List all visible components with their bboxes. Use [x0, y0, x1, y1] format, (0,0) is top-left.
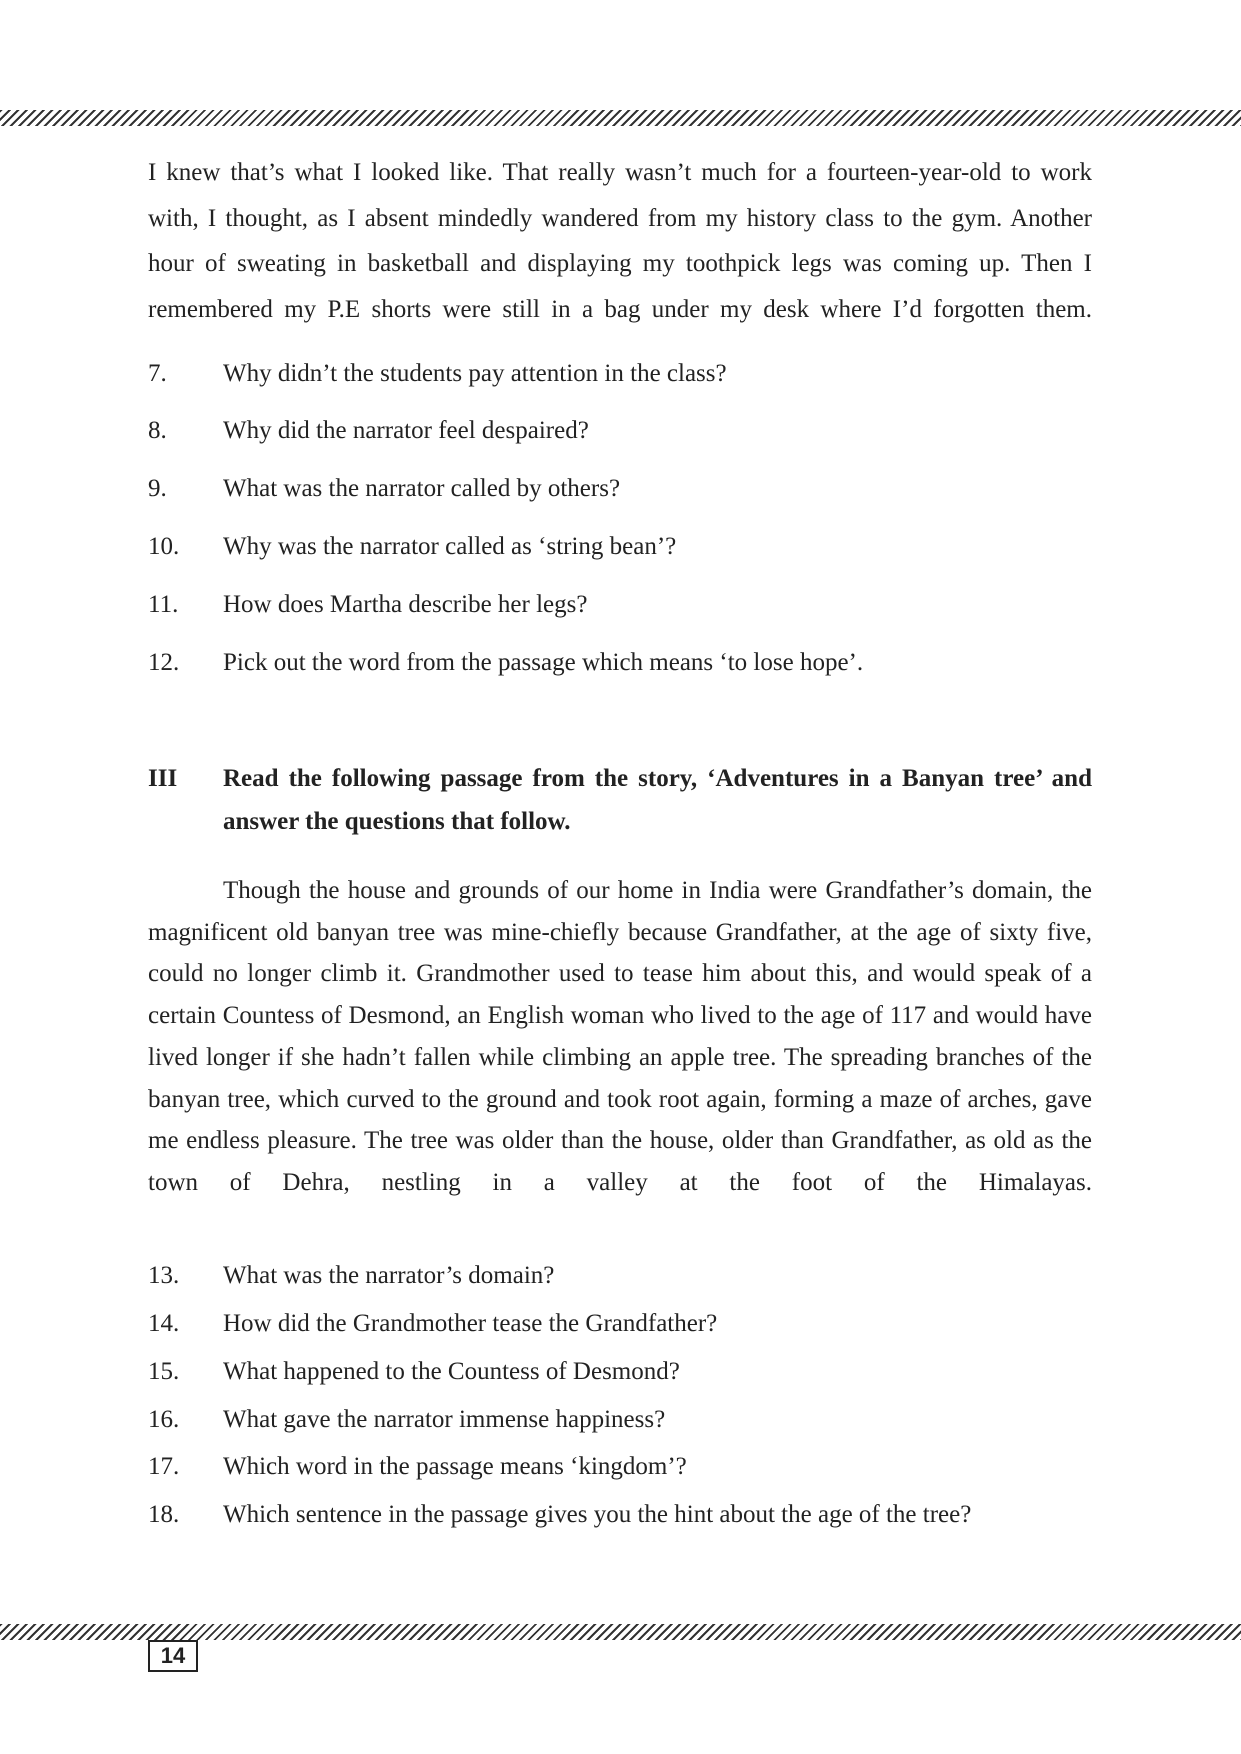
section-number: III: [148, 765, 178, 792]
question-number: 16.: [148, 1406, 180, 1433]
question-number: 13.: [148, 1262, 180, 1289]
question-text: What happened to the Countess of Desmond?: [223, 1358, 680, 1385]
question-text: Why was the narrator called as ‘string bean’?: [223, 533, 677, 560]
question-number: 11.: [148, 591, 179, 618]
section-instruction: [223, 757, 1092, 843]
question-number: 8.: [148, 417, 167, 444]
question-number: 10.: [148, 533, 180, 560]
question-number: 9.: [148, 475, 167, 502]
question-number: 18.: [148, 1501, 180, 1528]
top-hatch-border: [0, 110, 1241, 126]
question-text: What was the narrator called by others?: [223, 475, 621, 502]
section-instruction-line2: answer the questions that follow.: [223, 808, 571, 835]
question-text: What gave the narrator immense happiness?: [223, 1406, 666, 1433]
section-instruction-line1: Read the following passage from the story, ‘Adventures in a Banyan tree’ and: [223, 765, 1092, 792]
banyan-passage: Though the house and grounds of our home in India were Grandfather’s domain, the magnificent old banyan tree was mine-chiefly because Grandfather, at the age of sixty five, could no longer climb it. Grandmother used to tease him about this, and would speak of a certain Countess of Desmond, an English woman who lived to the age of 117 and would have lived longer if she hadn’t fallen while climbing an apple tree. The spreading branches of the banyan tree, which curved to the ground and took root again, forming a maze of arches, gave me endless pleasure. The tree was older than the house, older than Grandfather, as old as the town of Dehra, nestling in a valley at the foot of the Himalayas.: [148, 877, 1092, 1196]
question-text: Why did the narrator feel despaired?: [223, 417, 589, 444]
question-text: Which word in the passage means ‘kingdom’?: [223, 1453, 687, 1480]
passage-continuation: I knew that’s what I looked like. That really wasn’t much for a fourteen-year-old to work with, I thought, as I absent mindedly wandered from my history class to the gym. Another hour of sweating in basketball and displaying my toothpick legs was coming up. Then I remembered my P.E shorts were still in a bag under my desk where I’d forgotten them.: [148, 159, 1092, 323]
question-text: Why didn’t the students pay attention in the class?: [223, 360, 727, 387]
question-text: Which sentence in the passage gives you the hint about the age of the tree?: [223, 1501, 972, 1528]
question-number: 14.: [148, 1310, 180, 1337]
question-number: 7.: [148, 360, 167, 387]
question-number: 12.: [148, 649, 180, 676]
question-text: How did the Grandmother tease the Grandfather?: [223, 1310, 718, 1337]
question-text: What was the narrator’s domain?: [223, 1262, 555, 1289]
question-number: 17.: [148, 1453, 180, 1480]
bottom-hatch-border: [0, 1624, 1241, 1640]
question-text: How does Martha describe her legs?: [223, 591, 588, 618]
question-number: 15.: [148, 1358, 180, 1385]
question-text: Pick out the word from the passage which means ‘to lose hope’.: [223, 649, 864, 676]
page-number: 14: [148, 1640, 198, 1672]
